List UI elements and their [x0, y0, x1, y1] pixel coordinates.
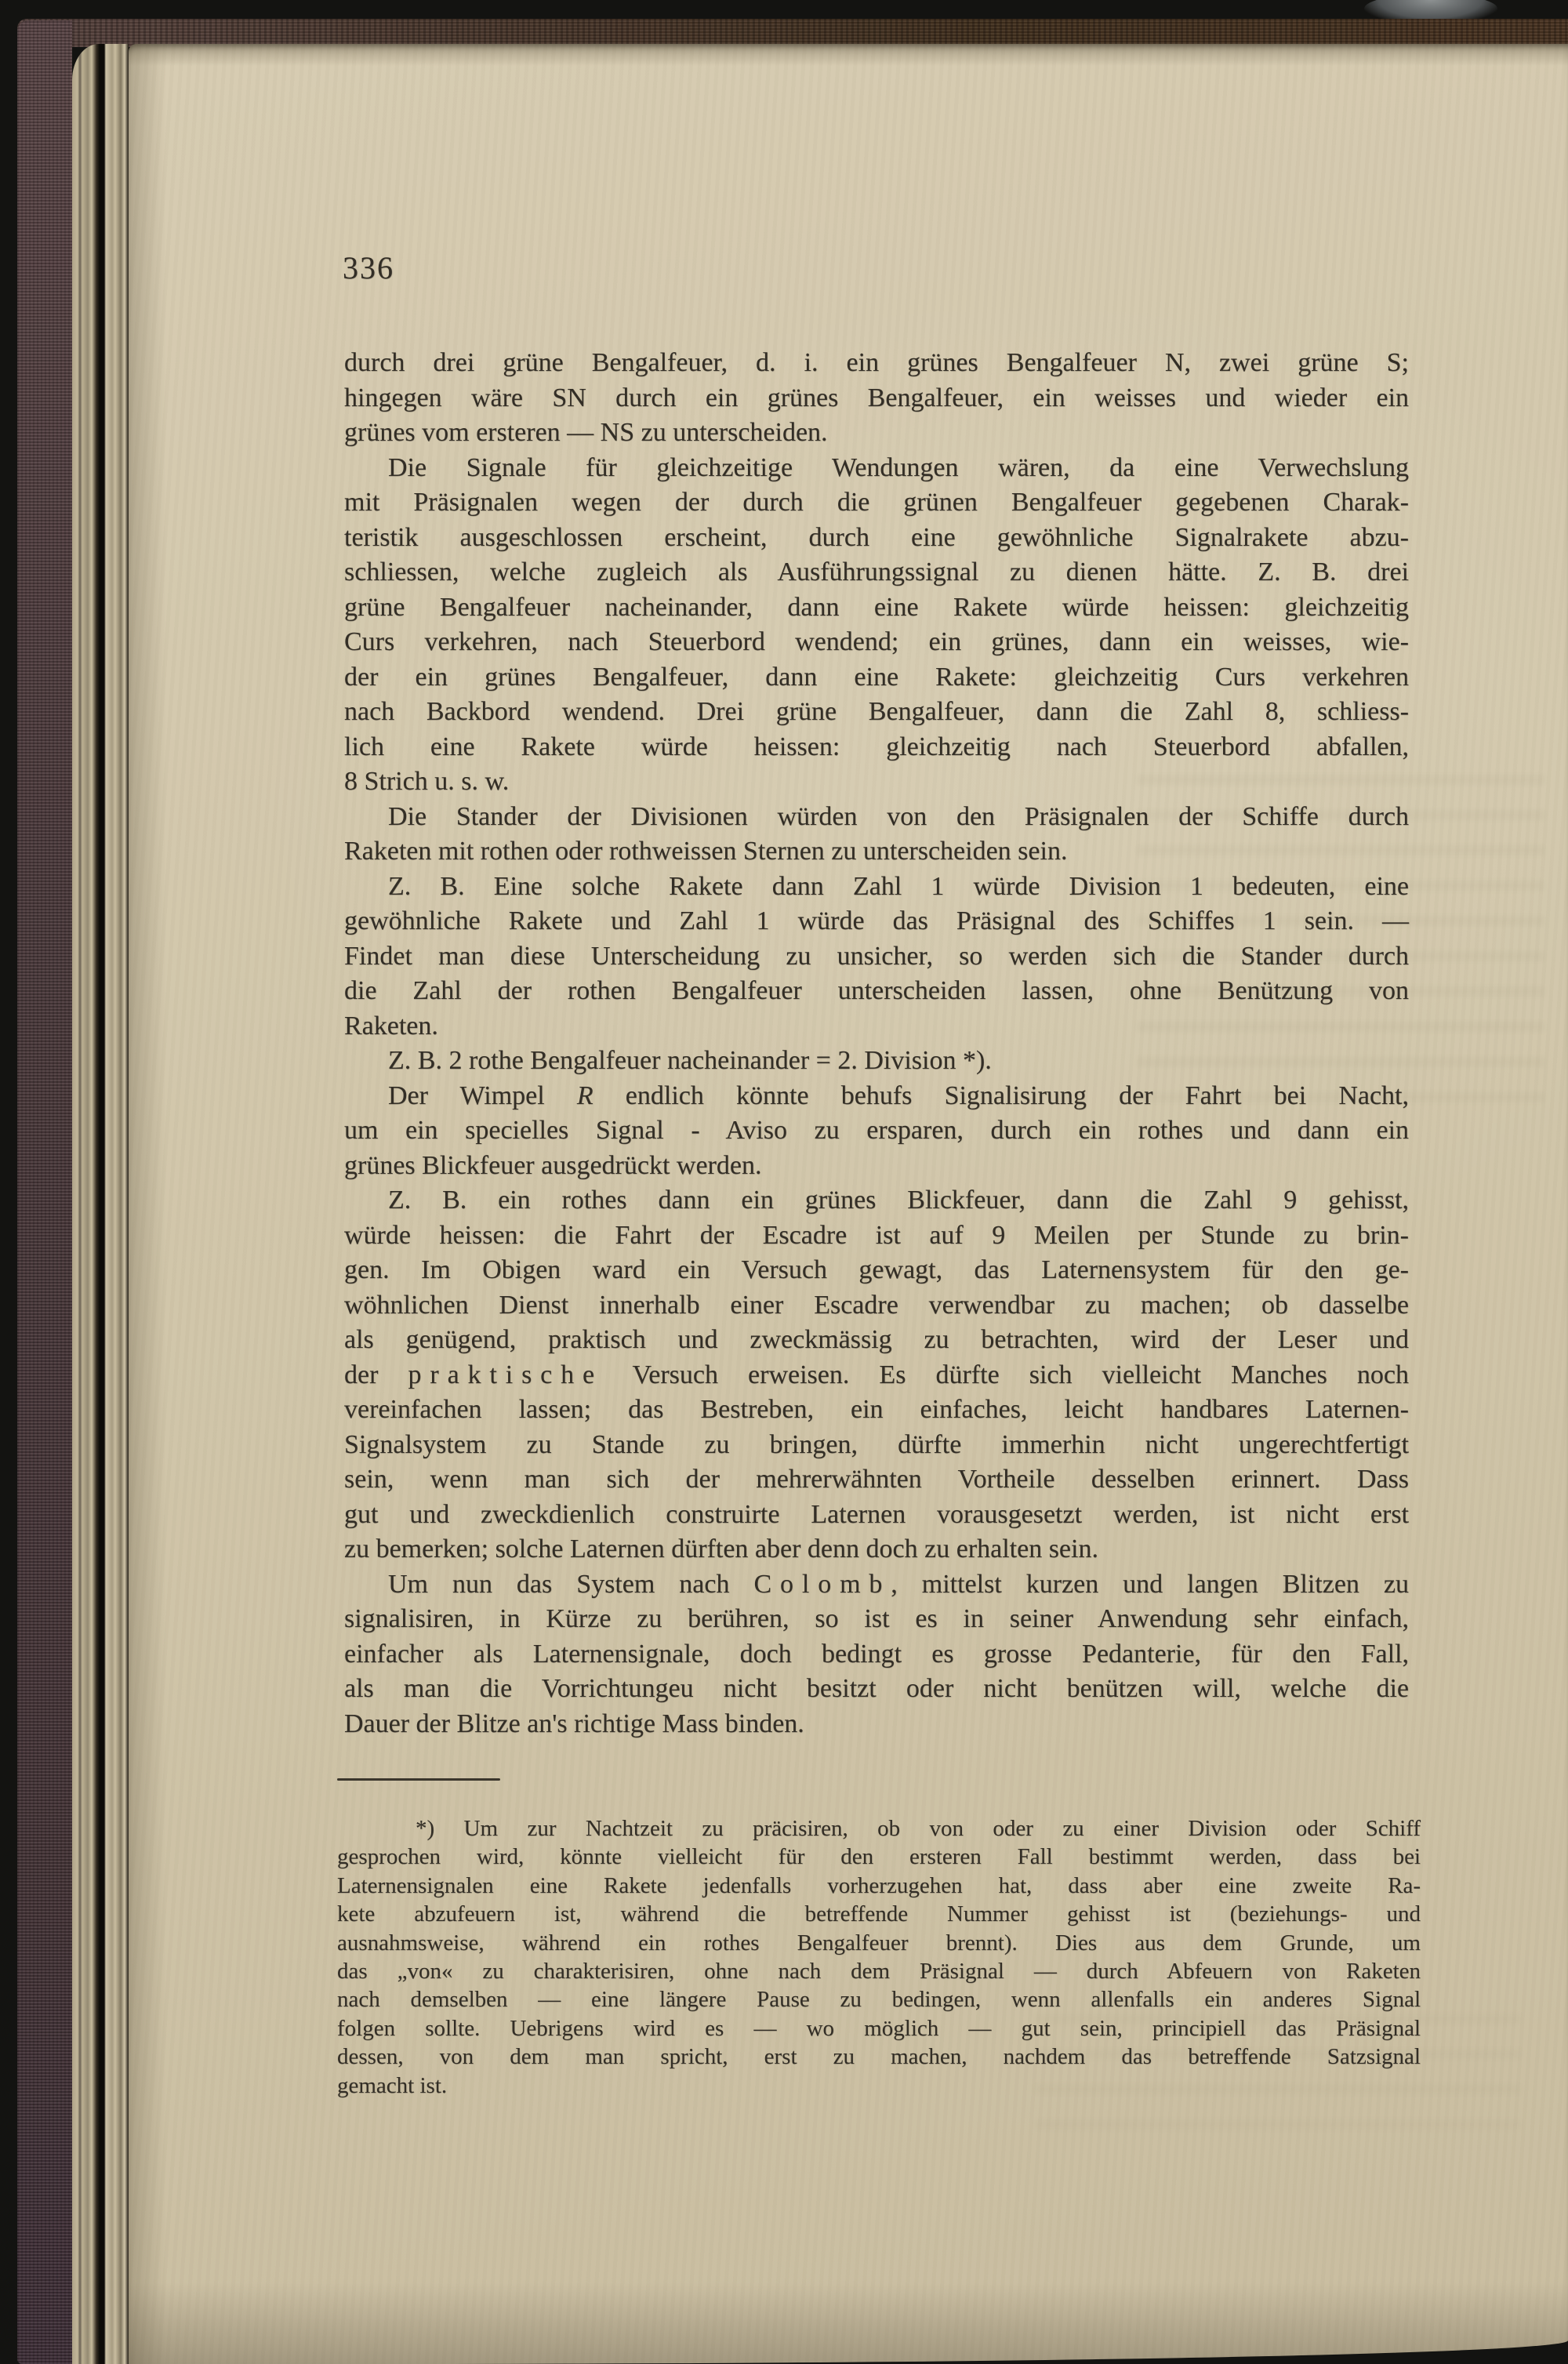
letterspaced-text: praktische: [408, 1360, 604, 1389]
text-line: schliessen, welche zugleich als Ausführungssignal zu dienen hätte. Z. B. drei: [344, 557, 1409, 586]
text-line: hingegen wäre SN durch ein grünes Bengalfeuer, ein weisses und wieder ein: [344, 383, 1409, 412]
text-line: grünes Blickfeuer ausgedrückt werden.: [344, 1150, 762, 1180]
paragraph: [344, 1567, 1409, 1742]
text-line: ausnahmsweise, während ein rothes Bengalfeuer brennt). Dies aus dem Grunde, um: [337, 1930, 1421, 1955]
text-line: lich eine Rakete würde heissen: gleichzeitig nach Steuerbord abfallen,: [344, 732, 1409, 761]
book-page: [129, 44, 1568, 2364]
text-line: Z. B. ein rothes dann ein grünes Blickfeuer, dann die Zahl 9 gehisst,: [388, 1186, 1409, 1215]
text-line: gen. Im Obigen ward ein Versuch gewagt, das Laternensystem für den ge-: [344, 1255, 1409, 1284]
text-line: 8 Strich u. s. w.: [344, 767, 510, 796]
text-line: Z. B. 2 rothe Bengalfeuer nacheinander = 2. Division *).: [388, 1046, 992, 1075]
text-line: dessen, von dem man spricht, erst zu machen, nachdem das betreffende Satzsignal: [337, 2044, 1421, 2070]
text-line: nach demselben — eine längere Pause zu bedingen, wenn allenfalls ein anderes Signal: [337, 1987, 1421, 2013]
text-line: Signalsystem zu Stande zu bringen, dürfte immerhin nicht ungerechtfertigt: [344, 1429, 1409, 1459]
book-cover-spine: [17, 20, 72, 2364]
text-line: *) Um zur Nachtzeit zu präcisiren, ob von oder zu einer Division oder Schiff: [416, 1816, 1421, 1841]
italic-text: R: [576, 1080, 593, 1110]
text-line: gut und zweckdienlich construirte Laternen vorausgesetzt werden, ist nicht erst: [344, 1499, 1409, 1529]
text-line: als genügend, praktisch und zweckmässig zu betrachten, wird der Leser und: [344, 1325, 1409, 1354]
book-cover-top-edge: [17, 19, 1568, 47]
text-line: zu bemerken; solche Laternen dürften aber denn doch zu erhalten sein.: [344, 1534, 1098, 1563]
text-line: nach Backbord wendend. Drei grüne Bengalfeuer, dann die Zahl 8, schliess-: [344, 697, 1409, 726]
text-line: gemacht ist.: [337, 2072, 448, 2098]
text-line: Dauer der Blitze an's richtige Mass binden.: [344, 1709, 804, 1738]
page-edge-stack: [72, 44, 129, 2364]
text-line: der praktische Versuch erweisen. Es dürfte sich vielleicht Manches noch: [344, 1360, 1410, 1389]
text-line: vereinfachen lassen; das Bestreben, ein einfaches, leicht handbares Laternen-: [344, 1395, 1409, 1424]
paragraph: [344, 346, 1409, 451]
paragraph: [344, 1183, 1409, 1567]
text-line: Um nun das System nach Colomb, mittelst kurzen und langen Blitzen zu: [388, 1569, 1409, 1599]
text-line: gewöhnliche Rakete und Zahl 1 würde das Präsignal des Schiffes 1 sein. —: [344, 906, 1409, 935]
text-line: einfacher als Laternensignale, doch bedingt es grosse Pedanterie, für den Fall,: [344, 1639, 1409, 1669]
text-line: sein, wenn man sich der mehrerwähnten Vortheile desselben erinnert. Dass: [344, 1465, 1409, 1494]
body-text: [344, 346, 1409, 1741]
text-line: gesprochen wird, könnte vielleicht für den ersteren Fall bestimmt werden, dass bei: [337, 1844, 1421, 1870]
paragraph: [344, 1044, 1409, 1079]
paragraph: [344, 800, 1409, 870]
text-line: Z. B. Eine solche Rakete dann Zahl 1 würde Division 1 bedeuten, eine: [388, 871, 1409, 901]
text-line: teristik ausgeschlossen erscheint, durch eine gewöhnliche Signalrakete abzu-: [344, 522, 1409, 552]
paragraph: [344, 1079, 1409, 1184]
footnote: [337, 1814, 1421, 2100]
text-line: mit Präsignalen wegen der durch die grünen Bengalfeuer gegebenen Charak-: [344, 488, 1409, 517]
text-line: Die Stander der Divisionen würden von den Präsignalen der Schiffe durch: [388, 801, 1409, 831]
text-line: als man die Vorrichtungeu nicht besitzt oder nicht benützen will, welche die: [344, 1674, 1409, 1703]
text-line: Findet man diese Unterscheidung zu unsicher, so werden sich die Stander durch: [344, 941, 1409, 971]
text-line: um ein specielles Signal - Aviso zu ersparen, durch ein rothes und dann ein: [344, 1116, 1409, 1145]
text-line: Der Wimpel R endlich könnte behufs Signalisirung der Fahrt bei Nacht,: [388, 1080, 1409, 1110]
text-line: grüne Bengalfeuer nacheinander, dann eine Rakete würde heissen: gleichzeitig: [344, 592, 1409, 622]
text-line: Raketen mit rothen oder rothweissen Sternen zu unterscheiden sein.: [344, 837, 1068, 866]
text-line: Raketen.: [344, 1011, 438, 1040]
text-line: Die Signale für gleichzeitige Wendungen wären, da eine Verwechslung: [388, 452, 1409, 482]
text-line: kete abzufeuern ist, während die betreffende Nummer gehisst ist (beziehungs- und: [337, 1901, 1421, 1927]
text-line: wöhnlichen Dienst innerhalb einer Escadre verwendbar zu machen; ob dasselbe: [344, 1290, 1409, 1320]
text-line: signalisiren, in Kürze zu berühren, so ist es in seiner Anwendung sehr einfach,: [344, 1604, 1409, 1633]
page-number: 336: [343, 250, 394, 285]
paragraph: [344, 451, 1409, 800]
text-line: folgen sollte. Uebrigens wird es — wo möglich — gut sein, principiell das Präsignal: [337, 2015, 1421, 2041]
text-line: durch drei grüne Bengalfeuer, d. i. ein grünes Bengalfeuer N, zwei grüne S;: [344, 348, 1409, 377]
footnote-separator: [337, 1778, 500, 1781]
text-line: der ein grünes Bengalfeuer, dann eine Rakete: gleichzeitig Curs verkehren: [344, 662, 1409, 692]
text-line: das „von« zu charakterisiren, ohne nach dem Präsignal — durch Abfeuern von Raketen: [337, 1959, 1421, 1985]
letterspaced-text: Colomb: [753, 1569, 891, 1599]
paragraph: [344, 870, 1409, 1044]
text-line: Laternensignalen eine Rakete jedenfalls vorherzugehen hat, dass aber eine zweite Ra-: [337, 1872, 1421, 1898]
text-line: würde heissen: die Fahrt der Escadre ist auf 9 Meilen per Stunde zu brin-: [344, 1220, 1409, 1250]
text-line: grünes vom ersteren — NS zu unterscheiden.: [344, 418, 828, 447]
text-line: die Zahl der rothen Bengalfeuer unterscheiden lassen, ohne Benützung von: [344, 976, 1409, 1005]
text-line: Curs verkehren, nach Steuerbord wendend; ein grünes, dann ein weisses, wie-: [344, 627, 1409, 656]
